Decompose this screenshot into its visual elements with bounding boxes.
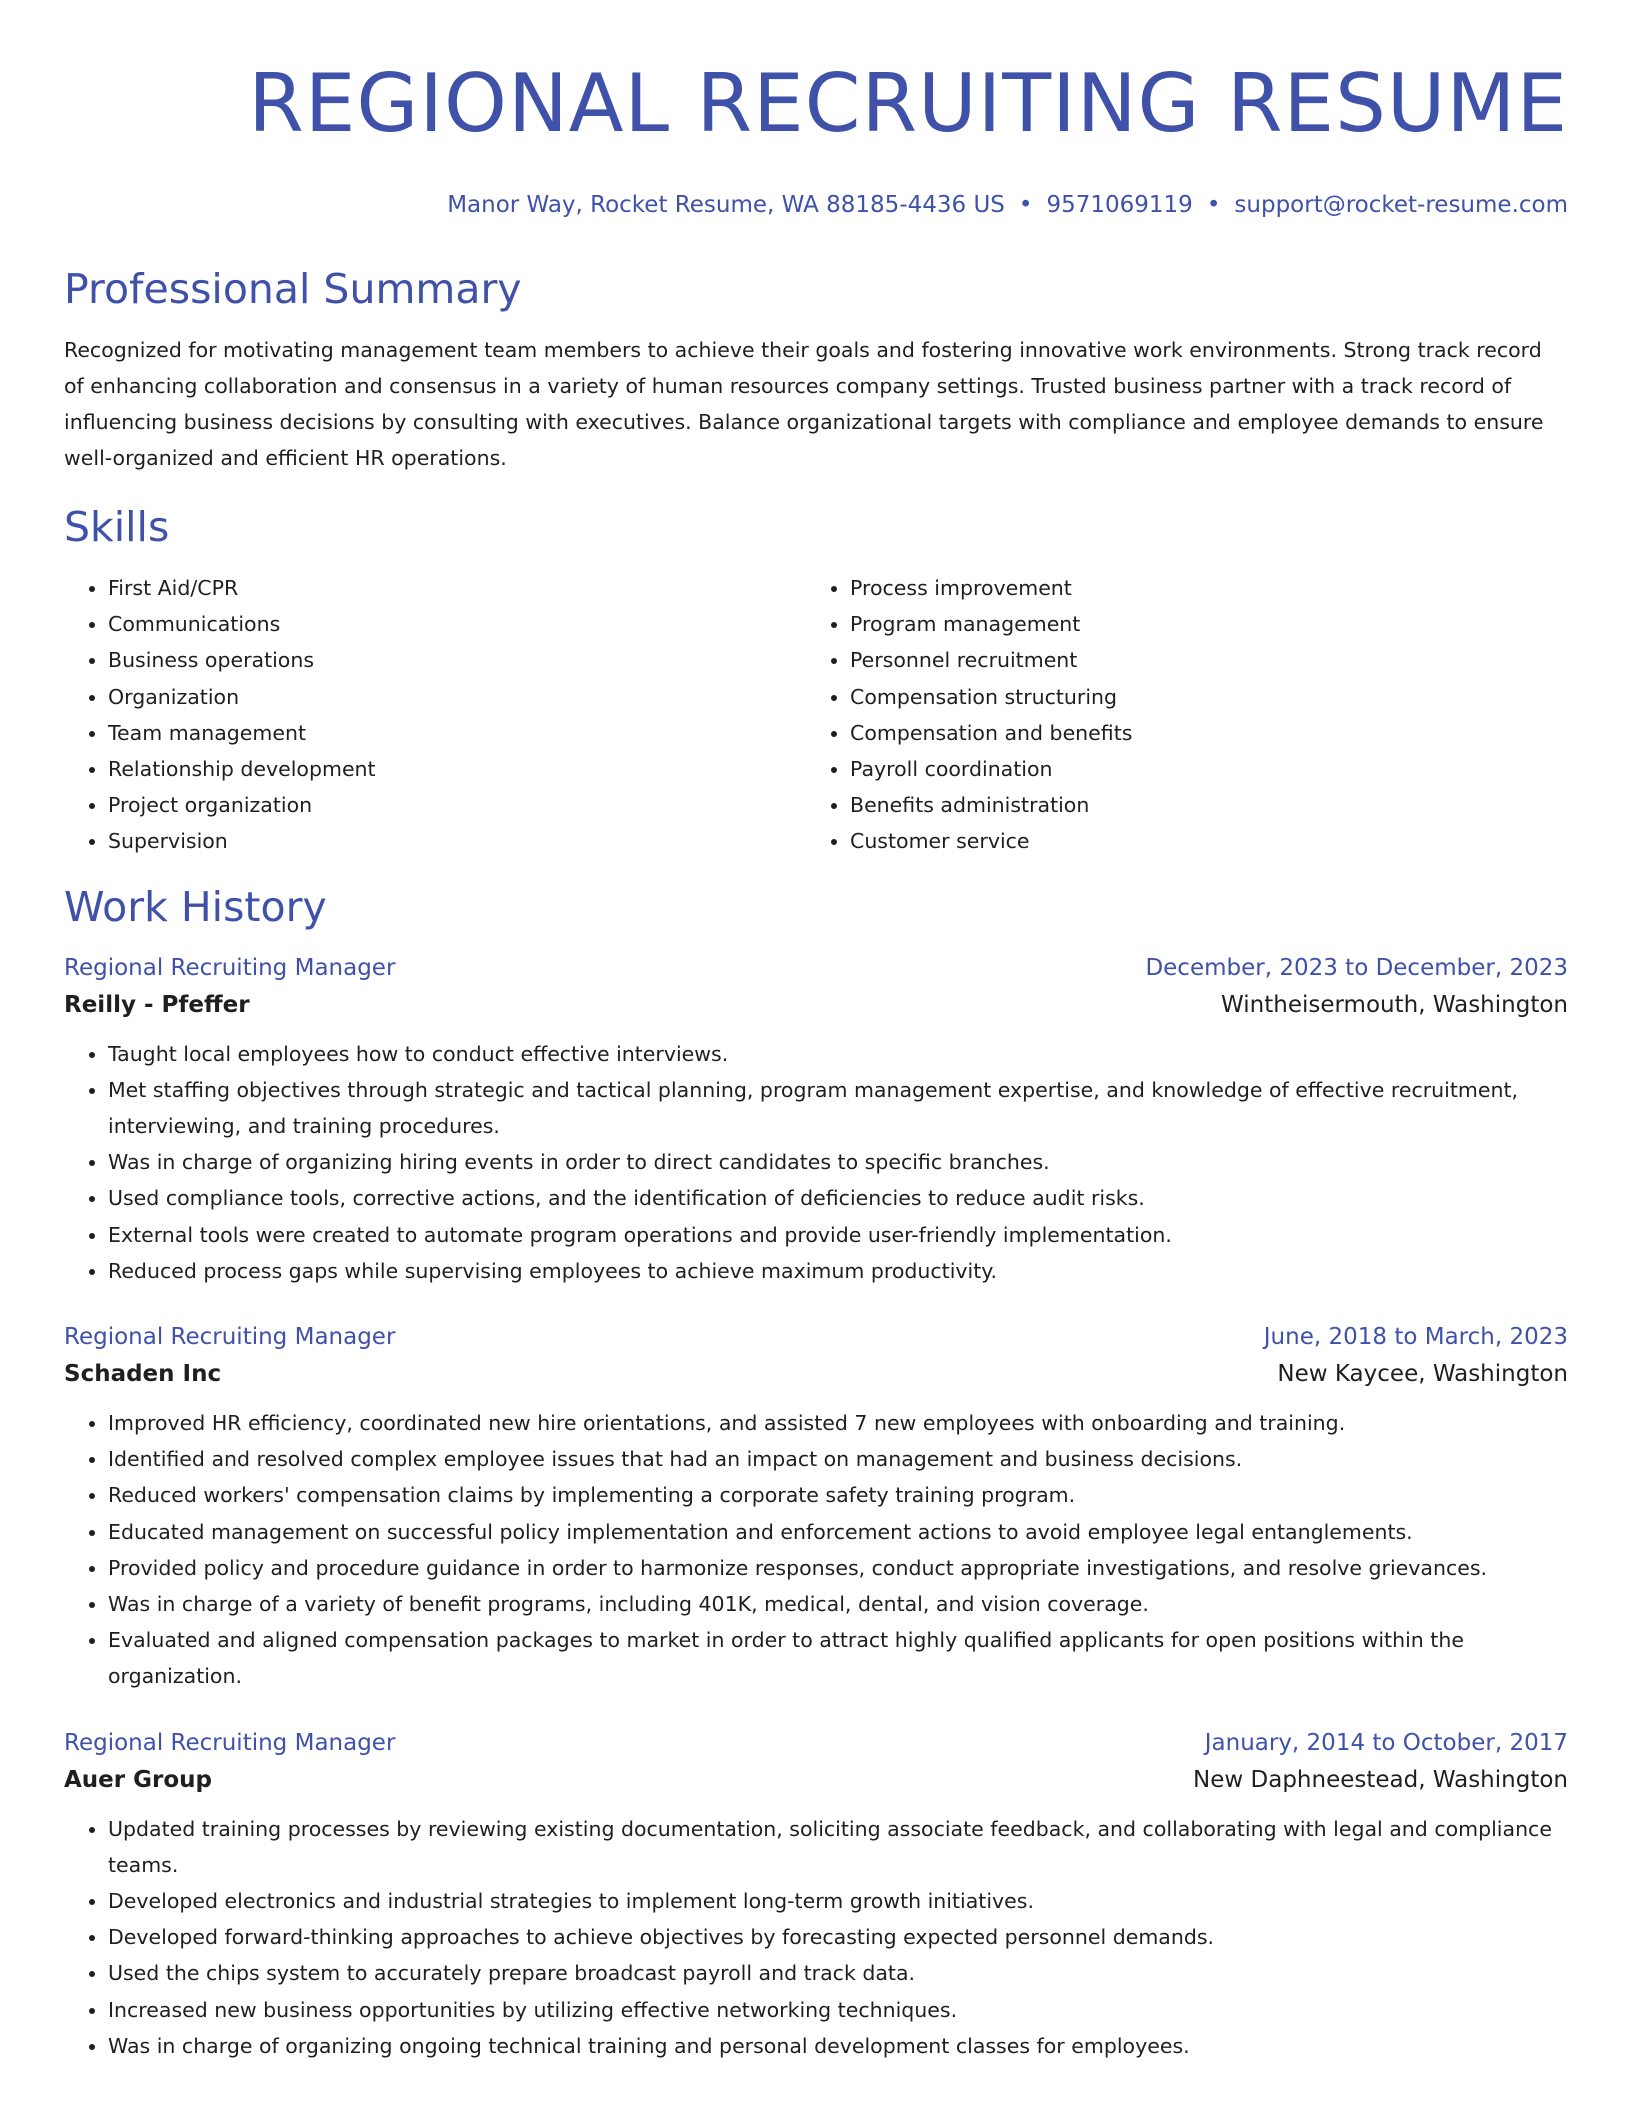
job-entry bbox=[64, 1725, 1568, 2064]
skill-item: • Program management bbox=[850, 606, 1550, 642]
contact-separator: • bbox=[1018, 192, 1033, 218]
job-title: Regional Recruiting Manager bbox=[64, 1729, 396, 1756]
resume-title: REGIONAL RECRUITING RESUME bbox=[248, 57, 1568, 150]
job-company: Schaden Inc bbox=[64, 1361, 222, 1388]
job-bullet: • Was in charge of organizing hiring events in order to direct candidates to specific branches. bbox=[108, 1144, 1568, 1180]
job-entry bbox=[64, 950, 1568, 1289]
contact-email: support@rocket-resume.com bbox=[1234, 192, 1568, 218]
skill-item: • Compensation structuring bbox=[850, 679, 1550, 715]
job-bullet: • Developed electronics and industrial strategies to implement long-term growth initiatives. bbox=[108, 1883, 1568, 1919]
job-bullet: • Identified and resolved complex employee issues that had an impact on management and business decisions. bbox=[108, 1441, 1568, 1477]
job-company: Auer Group bbox=[64, 1766, 212, 1793]
contact-separator: • bbox=[1206, 192, 1221, 218]
skill-item: • First Aid/CPR bbox=[108, 570, 806, 606]
job-bullet: • Educated management on successful policy implementation and enforcement actions to avoid employee legal entanglements. bbox=[108, 1514, 1568, 1550]
job-bullet: • Used compliance tools, corrective actions, and the identification of deficiencies to reduce audit risks. bbox=[108, 1180, 1568, 1216]
skill-item: • Payroll coordination bbox=[850, 751, 1550, 787]
job-bullet: • Evaluated and aligned compensation packages to market in order to attract highly qualified applicants for open positions within the organization. bbox=[108, 1622, 1568, 1694]
job-dates: December, 2023 to December, 2023 bbox=[1145, 954, 1568, 981]
job-subheader bbox=[64, 1355, 1568, 1393]
job-bullet: • Increased new business opportunities by utilizing effective networking techniques. bbox=[108, 1992, 1568, 2028]
job-dates: January, 2014 to October, 2017 bbox=[1204, 1729, 1568, 1756]
job-bullet: • Provided policy and procedure guidance in order to harmonize responses, conduct appropriate investigations, and resolve grievances. bbox=[108, 1550, 1568, 1586]
contact-phone: 9571069119 bbox=[1046, 192, 1193, 218]
skill-item: • Customer service bbox=[850, 823, 1550, 859]
skill-item: • Relationship development bbox=[108, 751, 806, 787]
summary-heading: Professional Summary bbox=[64, 265, 522, 313]
job-header bbox=[64, 1725, 1568, 1761]
job-bullet: • Met staffing objectives through strategic and tactical planning, program management expertise, and knowledge of effective recruitment, interviewing, and training procedures. bbox=[108, 1072, 1568, 1144]
skill-item: • Process improvement bbox=[850, 570, 1550, 606]
resume-page bbox=[64, 0, 1568, 2064]
job-bullet: • Reduced workers' compensation claims by implementing a corporate safety training program. bbox=[108, 1477, 1568, 1513]
skill-item: • Benefits administration bbox=[850, 787, 1550, 823]
job-subheader bbox=[64, 986, 1568, 1024]
job-bullets bbox=[64, 1811, 1568, 2064]
job-bullet: • Was in charge of organizing ongoing technical training and personal development classes for employees. bbox=[108, 2028, 1568, 2064]
job-bullet: • Improved HR efficiency, coordinated new hire orientations, and assisted 7 new employees with onboarding and training. bbox=[108, 1405, 1568, 1441]
skill-item: • Communications bbox=[108, 606, 806, 642]
skills-column-right bbox=[806, 570, 1550, 860]
job-location: New Daphneestead, Washington bbox=[1193, 1766, 1568, 1793]
skills-heading: Skills bbox=[64, 503, 170, 551]
job-entry bbox=[64, 1319, 1568, 1695]
skill-item: • Compensation and benefits bbox=[850, 715, 1550, 751]
skill-item: • Project organization bbox=[108, 787, 806, 823]
contact-address: Manor Way, Rocket Resume, WA 88185-4436 US bbox=[447, 192, 1005, 218]
job-bullet: • Updated training processes by reviewing existing documentation, soliciting associate feedback, and collaborating with legal and compliance teams. bbox=[108, 1811, 1568, 1883]
job-header bbox=[64, 1319, 1568, 1355]
job-bullets bbox=[64, 1036, 1568, 1289]
skills-column-left bbox=[64, 570, 806, 860]
summary-text: Recognized for motivating management team members to achieve their goals and fostering innovative work environments. Strong track record of enhancing collaboration and consensus in a variety of human resources company settings. Trusted business partner with a track record of influencing business decisions by consulting with executives. Balance organizational targets with compliance and employee demands to ensure well-organized and efficient HR operations. bbox=[64, 338, 1544, 470]
job-bullet: • Developed forward-thinking approaches to achieve objectives by forecasting expected personnel demands. bbox=[108, 1919, 1568, 1955]
job-title: Regional Recruiting Manager bbox=[64, 1324, 396, 1351]
job-location: Wintheisermouth, Washington bbox=[1221, 991, 1568, 1018]
job-bullet: • Used the chips system to accurately prepare broadcast payroll and track data. bbox=[108, 1955, 1568, 1991]
job-dates: June, 2018 to March, 2023 bbox=[1263, 1324, 1568, 1351]
job-subheader bbox=[64, 1761, 1568, 1799]
job-bullet: • External tools were created to automate program operations and provide user-friendly implementation. bbox=[108, 1217, 1568, 1253]
job-company: Reilly - Pfeffer bbox=[64, 991, 250, 1018]
work-history-heading: Work History bbox=[64, 882, 327, 931]
skill-item: • Organization bbox=[108, 679, 806, 715]
skill-item: • Team management bbox=[108, 715, 806, 751]
job-location: New Kaycee, Washington bbox=[1277, 1361, 1568, 1388]
job-header bbox=[64, 950, 1568, 986]
contact-line bbox=[64, 190, 1568, 220]
job-bullet: • Reduced process gaps while supervising employees to achieve maximum productivity. bbox=[108, 1253, 1568, 1289]
job-bullet: • Was in charge of a variety of benefit programs, including 401K, medical, dental, and vision coverage. bbox=[108, 1586, 1568, 1622]
skill-item: • Supervision bbox=[108, 823, 806, 859]
skill-item: • Business operations bbox=[108, 642, 806, 678]
job-title: Regional Recruiting Manager bbox=[64, 954, 396, 981]
job-bullets bbox=[64, 1405, 1568, 1695]
skills-list bbox=[64, 570, 1568, 860]
job-bullet: • Taught local employees how to conduct effective interviews. bbox=[108, 1036, 1568, 1072]
skill-item: • Personnel recruitment bbox=[850, 642, 1550, 678]
